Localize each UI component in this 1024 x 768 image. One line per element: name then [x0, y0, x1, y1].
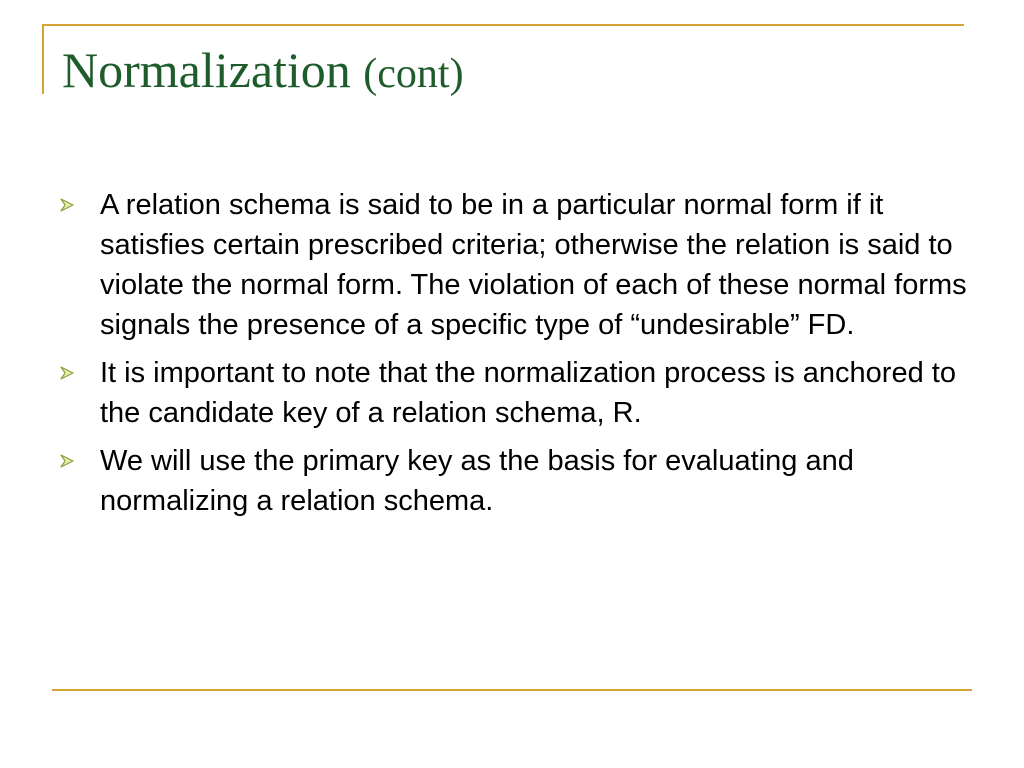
bullet-text: A relation schema is said to be in a particular normal form if it satisfies certain prescribed criteria; otherwise the relation is said to violate the normal form. The violation of each of these normal forms signals the presence of a specific type of “undesirable” FD. [100, 189, 967, 341]
bullet-text: It is important to note that the normalization process is anchored to the candidate key of a relation schema, R. [100, 357, 956, 429]
arrowhead-bullet-icon [60, 366, 74, 380]
bullet-item [58, 185, 968, 345]
bottom-frame-line [52, 689, 972, 691]
arrowhead-bullet-icon [60, 198, 74, 212]
arrowhead-bullet-icon [60, 454, 74, 468]
title-main: Normalization [62, 42, 351, 98]
bullet-item [58, 441, 968, 521]
left-frame-line [42, 24, 44, 94]
bullet-item [58, 353, 968, 433]
top-frame-line [42, 24, 964, 26]
title-suffix: (cont) [363, 51, 464, 97]
bullet-list [58, 185, 968, 529]
slide-title [62, 38, 464, 106]
bullet-text: We will use the primary key as the basis for evaluating and normalizing a relation schema. [100, 445, 854, 517]
